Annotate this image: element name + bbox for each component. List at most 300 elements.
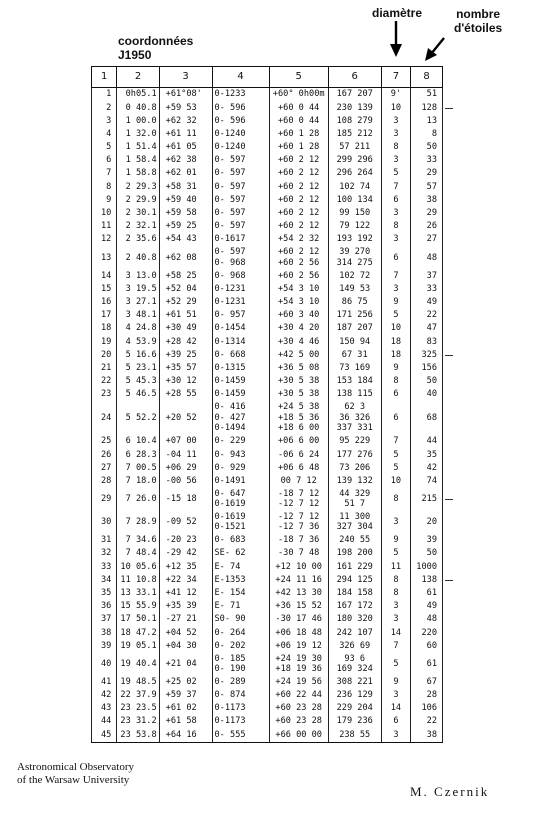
star-count: 83 — [411, 335, 443, 348]
plate-center — [269, 141, 328, 154]
plate-coordinates — [328, 114, 381, 127]
plate-reference — [212, 639, 269, 652]
plate-center — [269, 573, 328, 586]
right-ascension: 19 05.1 — [117, 639, 159, 652]
plate-reference-line: 0- 683 — [214, 535, 246, 546]
table-row — [92, 653, 443, 676]
plate-center-line: +30 5 38 — [277, 376, 320, 387]
table-row — [92, 613, 443, 626]
plate-coordinates — [328, 167, 381, 180]
right-ascension: 1 00.0 — [117, 114, 159, 127]
cluster-number: 20 — [92, 348, 117, 361]
margin-tick — [445, 499, 453, 500]
table-row — [92, 702, 443, 715]
cluster-number: 6 — [92, 154, 117, 167]
cluster-number: 8 — [92, 180, 117, 193]
plate-coordinates-line: 150 94 — [339, 336, 371, 347]
star-count: 68 — [411, 401, 443, 435]
cluster-number: 37 — [92, 613, 117, 626]
diameter: 14 — [381, 702, 411, 715]
column-header-1: 1 — [92, 67, 117, 88]
plate-coordinates-line: 179 236 — [336, 716, 373, 727]
plate-coordinates — [328, 728, 381, 742]
star-count: 1000 — [411, 560, 443, 573]
right-ascension: 0 40.8 — [117, 101, 159, 114]
cluster-number: 1 — [92, 88, 117, 102]
star-count: 220 — [411, 626, 443, 639]
star-count: 42 — [411, 462, 443, 475]
plate-reference-line: 0-1240 — [214, 128, 246, 139]
plate-coordinates-line: 314 275 — [336, 257, 373, 268]
cluster-number: 33 — [92, 560, 117, 573]
declination: +59 25 — [159, 220, 212, 233]
plate-center-line: +24 19 56 — [275, 676, 322, 687]
star-count: 39 — [411, 534, 443, 547]
star-count: 57 — [411, 180, 443, 193]
plate-coordinates — [328, 335, 381, 348]
plate-center-line: +06 6 00 — [277, 436, 320, 447]
cluster-number: 31 — [92, 534, 117, 547]
plate-center — [269, 114, 328, 127]
declination: +61 11 — [159, 128, 212, 141]
star-count: 29 — [411, 167, 443, 180]
plate-coordinates — [328, 435, 381, 448]
institution-line-1: Astronomical Observatory — [17, 761, 134, 773]
plate-reference — [212, 180, 269, 193]
star-count: 49 — [411, 600, 443, 613]
cluster-number: 12 — [92, 233, 117, 246]
plate-reference — [212, 475, 269, 488]
plate-center-line: +42 13 30 — [275, 587, 322, 598]
plate-center-line: +60 0 44 — [277, 102, 320, 113]
star-count: 37 — [411, 269, 443, 282]
plate-coordinates-line: 139 132 — [336, 476, 373, 487]
plate-coordinates — [328, 613, 381, 626]
column-header-8: 8 — [411, 67, 443, 88]
plate-center — [269, 462, 328, 475]
cluster-number: 9 — [92, 194, 117, 207]
diameter: 3 — [381, 511, 411, 534]
declination: +07 00 — [159, 435, 212, 448]
plate-coordinates-line: 161 229 — [336, 561, 373, 572]
plate-reference-line: 0- 264 — [214, 627, 246, 638]
table-row — [92, 587, 443, 600]
star-count: 28 — [411, 689, 443, 702]
plate-reference-line: 0-1231 — [214, 283, 246, 294]
star-count: 22 — [411, 715, 443, 728]
right-ascension: 7 48.4 — [117, 547, 159, 560]
plate-reference-line: 0-1619 — [214, 499, 246, 510]
right-ascension: 1 58.4 — [117, 154, 159, 167]
star-count: 128 — [411, 101, 443, 114]
diameter: 3 — [381, 600, 411, 613]
epoch-label: J1950 — [118, 48, 152, 62]
table-row — [92, 167, 443, 180]
right-ascension: 15 55.9 — [117, 600, 159, 613]
plate-reference — [212, 613, 269, 626]
plate-center — [269, 128, 328, 141]
right-ascension: 2 29.9 — [117, 194, 159, 207]
declination: +28 55 — [159, 388, 212, 401]
right-ascension: 23 53.8 — [117, 728, 159, 742]
plate-reference-line: 0- 874 — [214, 690, 246, 701]
plate-center-line: +54 3 10 — [277, 296, 320, 307]
plate-reference-line: 0- 943 — [214, 449, 246, 460]
diameter: 3 — [381, 689, 411, 702]
plate-coordinates — [328, 194, 381, 207]
diameter: 8 — [381, 573, 411, 586]
plate-coordinates-line: 187 207 — [336, 323, 373, 334]
cluster-number: 41 — [92, 676, 117, 689]
star-count: 60 — [411, 639, 443, 652]
plate-coordinates-line: 153 184 — [336, 376, 373, 387]
declination: +54 43 — [159, 233, 212, 246]
plate-coordinates-line: 102 74 — [339, 181, 371, 192]
declination: +61 02 — [159, 702, 212, 715]
plate-reference — [212, 141, 269, 154]
diameter: 10 — [381, 101, 411, 114]
plate-coordinates-line: 240 55 — [339, 535, 371, 546]
right-ascension: 5 52.2 — [117, 401, 159, 435]
column-header-2: 2 — [117, 67, 159, 88]
plate-reference — [212, 547, 269, 560]
plate-coordinates-line: 102 72 — [339, 270, 371, 281]
right-ascension: 7 26.0 — [117, 488, 159, 511]
plate-reference-line: 0- 647 — [214, 488, 246, 499]
plate-reference — [212, 194, 269, 207]
plate-coordinates — [328, 101, 381, 114]
plate-center-line: -30 17 46 — [275, 614, 322, 625]
declination: +61 51 — [159, 309, 212, 322]
star-count: 325 — [411, 348, 443, 361]
table-row — [92, 639, 443, 652]
cluster-number: 10 — [92, 207, 117, 220]
plate-coordinates — [328, 246, 381, 269]
table-row — [92, 626, 443, 639]
diameter: 7 — [381, 435, 411, 448]
plate-reference-line: 0-1494 — [214, 423, 246, 434]
cluster-number: 7 — [92, 167, 117, 180]
plate-center-line: +60 3 40 — [277, 310, 320, 321]
plate-coordinates — [328, 128, 381, 141]
plate-center — [269, 167, 328, 180]
cluster-number: 39 — [92, 639, 117, 652]
plate-reference-line: S0- 90 — [214, 614, 246, 625]
plate-reference-line: 0- 597 — [214, 181, 246, 192]
diameter: 3 — [381, 114, 411, 127]
plate-reference-line: 0- 968 — [214, 257, 246, 268]
plate-coordinates-line: 44 329 — [339, 488, 371, 499]
right-ascension: 5 23.1 — [117, 362, 159, 375]
diameter: 11 — [381, 560, 411, 573]
diameter: 3 — [381, 128, 411, 141]
plate-coordinates-line: 184 158 — [336, 587, 373, 598]
declination: +59 58 — [159, 207, 212, 220]
star-count-heading — [454, 7, 502, 35]
plate-reference-line: E-1353 — [214, 574, 246, 585]
cluster-number: 18 — [92, 322, 117, 335]
plate-center-line: +60 2 12 — [277, 168, 320, 179]
diameter: 3 — [381, 207, 411, 220]
diameter: 10 — [381, 322, 411, 335]
plate-coordinates — [328, 269, 381, 282]
plate-center-line: +60 23 28 — [275, 716, 322, 727]
right-ascension: 1 58.8 — [117, 167, 159, 180]
plate-reference-line: 0- 229 — [214, 436, 246, 447]
plate-center — [269, 246, 328, 269]
diameter: 6 — [381, 194, 411, 207]
star-count: 8 — [411, 128, 443, 141]
cluster-number: 40 — [92, 653, 117, 676]
diameter: 9 — [381, 676, 411, 689]
plate-reference — [212, 233, 269, 246]
plate-coordinates — [328, 653, 381, 676]
cluster-number: 35 — [92, 587, 117, 600]
plate-center-line: +60 2 12 — [277, 181, 320, 192]
plate-coordinates-line: 149 53 — [339, 283, 371, 294]
plate-center-line: +54 3 10 — [277, 283, 320, 294]
table-row — [92, 435, 443, 448]
diameter: 3 — [381, 282, 411, 295]
column-header-4: 4 — [212, 67, 269, 88]
plate-coordinates — [328, 362, 381, 375]
table-row — [92, 348, 443, 361]
plate-reference-line: 0- 597 — [214, 168, 246, 179]
plate-coordinates — [328, 689, 381, 702]
plate-reference — [212, 220, 269, 233]
plate-center — [269, 154, 328, 167]
plate-center-line: +18 19 36 — [275, 664, 322, 675]
star-count: 13 — [411, 114, 443, 127]
table-row — [92, 194, 443, 207]
plate-coordinates-line: 327 304 — [336, 522, 373, 533]
plate-coordinates-line: 39 270 — [339, 247, 371, 258]
plate-reference — [212, 88, 269, 102]
star-count: 67 — [411, 676, 443, 689]
star-count: 44 — [411, 435, 443, 448]
star-count: 106 — [411, 702, 443, 715]
plate-center — [269, 375, 328, 388]
table-row — [92, 180, 443, 193]
plate-reference-line: 0- 597 — [214, 194, 246, 205]
star-count: 61 — [411, 587, 443, 600]
plate-center-line: 00 7 12 — [280, 476, 317, 487]
cluster-number: 2 — [92, 101, 117, 114]
diameter: 6 — [381, 715, 411, 728]
plate-center — [269, 269, 328, 282]
table-row — [92, 448, 443, 461]
plate-center — [269, 233, 328, 246]
declination: -27 21 — [159, 613, 212, 626]
table-row — [92, 728, 443, 742]
cluster-number: 16 — [92, 296, 117, 309]
right-ascension: 7 28.9 — [117, 511, 159, 534]
plate-reference — [212, 269, 269, 282]
plate-center — [269, 348, 328, 361]
plate-reference — [212, 728, 269, 742]
plate-center-line: +60 2 12 — [277, 208, 320, 219]
diameter: 3 — [381, 613, 411, 626]
diameter: 6 — [381, 388, 411, 401]
plate-reference-line: 0- 929 — [214, 462, 246, 473]
plate-reference-line: 0-1619 — [214, 511, 246, 522]
plate-center-line: +60 0 44 — [277, 115, 320, 126]
plate-coordinates — [328, 462, 381, 475]
plate-coordinates — [328, 88, 381, 102]
plate-reference — [212, 534, 269, 547]
plate-center — [269, 388, 328, 401]
plate-coordinates-line: 236 129 — [336, 690, 373, 701]
cluster-number: 19 — [92, 335, 117, 348]
plate-reference — [212, 587, 269, 600]
plate-center — [269, 296, 328, 309]
plate-coordinates-line: 326 69 — [339, 640, 371, 651]
plate-center-line: +06 6 48 — [277, 462, 320, 473]
plate-reference-line: 0- 202 — [214, 640, 246, 651]
plate-coordinates-line: 337 331 — [336, 423, 373, 434]
star-count: 29 — [411, 207, 443, 220]
plate-center — [269, 613, 328, 626]
plate-reference-line: 0-1617 — [214, 234, 246, 245]
star-count: 50 — [411, 375, 443, 388]
plate-reference-line: 0- 185 — [214, 653, 246, 664]
table-row — [92, 322, 443, 335]
plate-coordinates-line: 198 200 — [336, 548, 373, 559]
plate-center — [269, 600, 328, 613]
plate-reference-line: 0-1240 — [214, 142, 246, 153]
plate-center — [269, 702, 328, 715]
plate-center-line: +30 5 38 — [277, 389, 320, 400]
plate-center — [269, 207, 328, 220]
plate-center — [269, 587, 328, 600]
plate-reference-line: 0- 968 — [214, 270, 246, 281]
plate-reference — [212, 101, 269, 114]
cluster-number: 3 — [92, 114, 117, 127]
plate-coordinates — [328, 348, 381, 361]
plate-coordinates — [328, 207, 381, 220]
right-ascension: 3 13.0 — [117, 269, 159, 282]
cluster-number: 4 — [92, 128, 117, 141]
plate-center-line: -30 7 48 — [277, 548, 320, 559]
table-row — [92, 296, 443, 309]
plate-coordinates-line: 177 276 — [336, 449, 373, 460]
declination: +61°08' — [159, 88, 212, 102]
plate-coordinates — [328, 388, 381, 401]
plate-coordinates-line: 242 107 — [336, 627, 373, 638]
right-ascension: 1 51.4 — [117, 141, 159, 154]
star-count: 156 — [411, 362, 443, 375]
diameter: 8 — [381, 220, 411, 233]
plate-coordinates — [328, 475, 381, 488]
declination: +61 58 — [159, 715, 212, 728]
plate-reference — [212, 448, 269, 461]
diameter: 9 — [381, 362, 411, 375]
author-name: M. Czernik — [410, 784, 490, 799]
diameter-arrow-icon — [389, 20, 403, 58]
plate-coordinates-line: 99 150 — [339, 208, 371, 219]
plate-reference-line: 0-1314 — [214, 336, 246, 347]
coordinates-label: coordonnées — [118, 34, 194, 48]
plate-center — [269, 101, 328, 114]
plate-reference — [212, 573, 269, 586]
star-count: 33 — [411, 282, 443, 295]
plate-reference-line: 0-1459 — [214, 389, 246, 400]
declination: -20 23 — [159, 534, 212, 547]
cluster-number: 28 — [92, 475, 117, 488]
table-row — [92, 488, 443, 511]
plate-coordinates-line: 36 326 — [339, 412, 371, 423]
plate-center — [269, 401, 328, 435]
plate-coordinates — [328, 220, 381, 233]
plate-coordinates-line: 169 324 — [336, 664, 373, 675]
plate-reference — [212, 676, 269, 689]
right-ascension: 2 29.3 — [117, 180, 159, 193]
cluster-number: 21 — [92, 362, 117, 375]
star-count: 26 — [411, 220, 443, 233]
plate-center-line: +60 2 56 — [277, 257, 320, 268]
plate-coordinates-line: 167 172 — [336, 601, 373, 612]
star-count: 40 — [411, 388, 443, 401]
table-row — [92, 101, 443, 114]
plate-center-line: -18 7 12 — [277, 488, 320, 499]
plate-center — [269, 534, 328, 547]
plate-reference — [212, 246, 269, 269]
plate-reference-line: 0-1173 — [214, 716, 246, 727]
right-ascension: 7 18.0 — [117, 475, 159, 488]
plate-reference — [212, 401, 269, 435]
cluster-number: 17 — [92, 309, 117, 322]
plate-coordinates-line: 51 7 — [344, 499, 366, 510]
cluster-number: 26 — [92, 448, 117, 461]
institution-footer — [17, 761, 134, 787]
plate-coordinates-line: 57 211 — [339, 142, 371, 153]
plate-coordinates-line: 171 256 — [336, 310, 373, 321]
star-count-label-2: d'étoiles — [454, 21, 503, 35]
plate-coordinates-line: 294 125 — [336, 574, 373, 585]
right-ascension: 3 19.5 — [117, 282, 159, 295]
plate-reference — [212, 207, 269, 220]
plate-reference — [212, 282, 269, 295]
plate-center — [269, 448, 328, 461]
star-count: 61 — [411, 653, 443, 676]
plate-center-line: +30 4 46 — [277, 336, 320, 347]
plate-reference-line: 0-1459 — [214, 376, 246, 387]
plate-reference-line: 0-1521 — [214, 522, 246, 533]
diameter: 8 — [381, 375, 411, 388]
declination: +59 37 — [159, 689, 212, 702]
diameter: 8 — [381, 488, 411, 511]
diameter: 7 — [381, 180, 411, 193]
plate-center-line: +18 5 36 — [277, 412, 320, 423]
plate-center — [269, 639, 328, 652]
diameter: 5 — [381, 653, 411, 676]
table-row — [92, 401, 443, 435]
plate-coordinates — [328, 639, 381, 652]
right-ascension: 0h05.1 — [117, 88, 159, 102]
plate-coordinates — [328, 296, 381, 309]
margin-tick — [445, 108, 453, 109]
plate-center — [269, 626, 328, 639]
column-header-6: 6 — [328, 67, 381, 88]
cluster-number: 5 — [92, 141, 117, 154]
diameter: 8 — [381, 141, 411, 154]
right-ascension: 18 47.2 — [117, 626, 159, 639]
column-header-5: 5 — [269, 67, 328, 88]
plate-center — [269, 335, 328, 348]
plate-center-line: +60° 0h00m — [272, 89, 325, 100]
margin-tick — [445, 355, 453, 356]
plate-center-line: +36 15 52 — [275, 601, 322, 612]
